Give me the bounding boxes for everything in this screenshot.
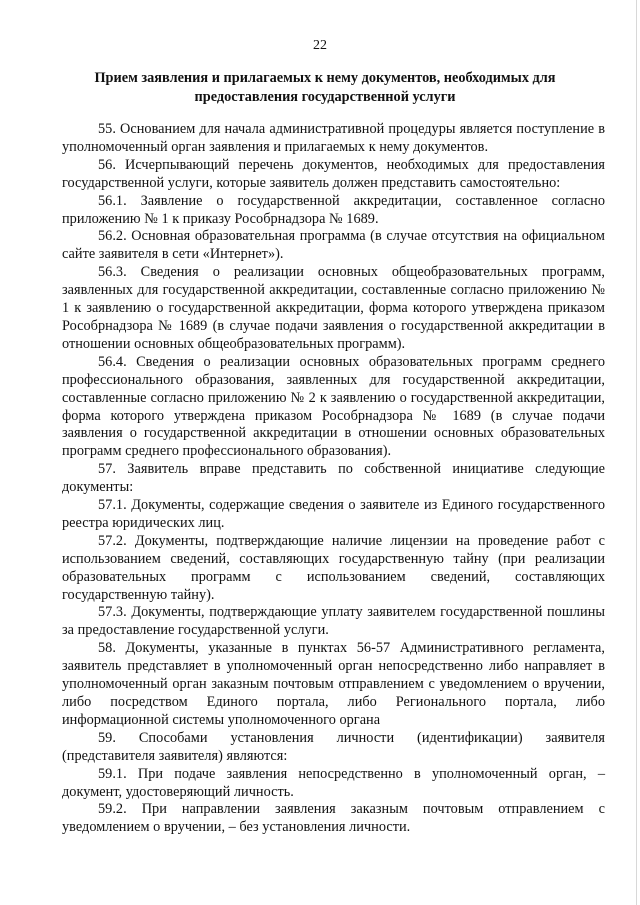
paragraph-59-1: 59.1. При подаче заявления непосредственно в уполномоченный орган, – документ, удостоверяющий личность. [62,765,605,800]
paragraph-56-2: 56.2. Основная образовательная программа (в случае отсутствия на официальном сайте заявителя в сети «Интернет»). [62,228,605,263]
paragraph-55: 55. Основанием для начала административной процедуры является поступление в уполномоченный орган заявления и прилагаемых к нему документов. [62,121,605,155]
paragraph-56-3: 56.3. Сведения о реализации основных общеобразовательных программ, заявленных для государственной аккредитации, составленные согласно приложению № 1 к заявлению о государственной аккредитации, форма которого утверждена приказом Рособрнадзора № 1689 (в случае подачи заявления о государственной аккредитации в отношении основных общеобразовательных программ). [62,264,605,352]
section-heading [70,69,580,107]
page-number: 22 [313,38,327,53]
document-body [62,121,605,837]
paragraph-56: 56. Исчерпывающий перечень документов, необходимых для предоставления государственной услуги, которые заявитель должен представить самостоятельно: [62,156,605,191]
section-heading-line-1: Прием заявления и прилагаемых к нему документов, необходимых для [94,70,556,86]
paragraph-57-3: 57.3. Документы, подтверждающие уплату заявителем государственной пошлины за предоставление государственной услуги. [62,604,605,639]
paragraph-56-1: 56.1. Заявление о государственной аккредитации, составленное согласно приложению № 1 к приказу Рособрнадзора № 1689. [62,192,605,227]
paragraph-57: 57. Заявитель вправе представить по собственной инициативе следующие документы: [62,461,605,496]
scan-edge-line [636,0,637,905]
paragraph-57-2: 57.2. Документы, подтверждающие наличие лицензии на проведение работ с использованием сведений, составляющих государственную тайну (при реализации образовательных программ с использованием сведений, составляющих государственную тайну). [62,532,605,603]
section-heading-line-2: предоставления государственной услуги [194,89,456,105]
paragraph-59-2: 59.2. При направлении заявления заказным почтовым отправлением с уведомлением о вручении, – без установления личности. [62,801,605,836]
paragraph-59: 59. Способами установления личности (идентификации) заявителя (представителя заявителя) являются: [62,729,605,764]
paragraph-56-4: 56.4. Сведения о реализации основных образовательных программ среднего профессионального образования, заявленных для государственной аккредитации, составленные согласно приложению № 2 к заявлению о государственной аккредитации, форма которого утверждена приказом Рособрнадзора № 1689 (в случае подачи заявления о государственной аккредитации в отношении основных образовательных программ среднего профессионального образования). [62,353,605,460]
paragraph-57-1: 57.1. Документы, содержащие сведения о заявителе из Единого государственного реестра юридических лиц. [62,497,605,531]
paragraph-58: 58. Документы, указанные в пунктах 56-57 Административного регламента, заявитель представляет в уполномоченный орган непосредственно либо направляет в уполномоченный орган заказным почтовым отправлением с уведомлением о вручении, либо посредством Единого портала, либо Регионального портала, либо информационной системы уполномоченного органа [62,640,605,728]
